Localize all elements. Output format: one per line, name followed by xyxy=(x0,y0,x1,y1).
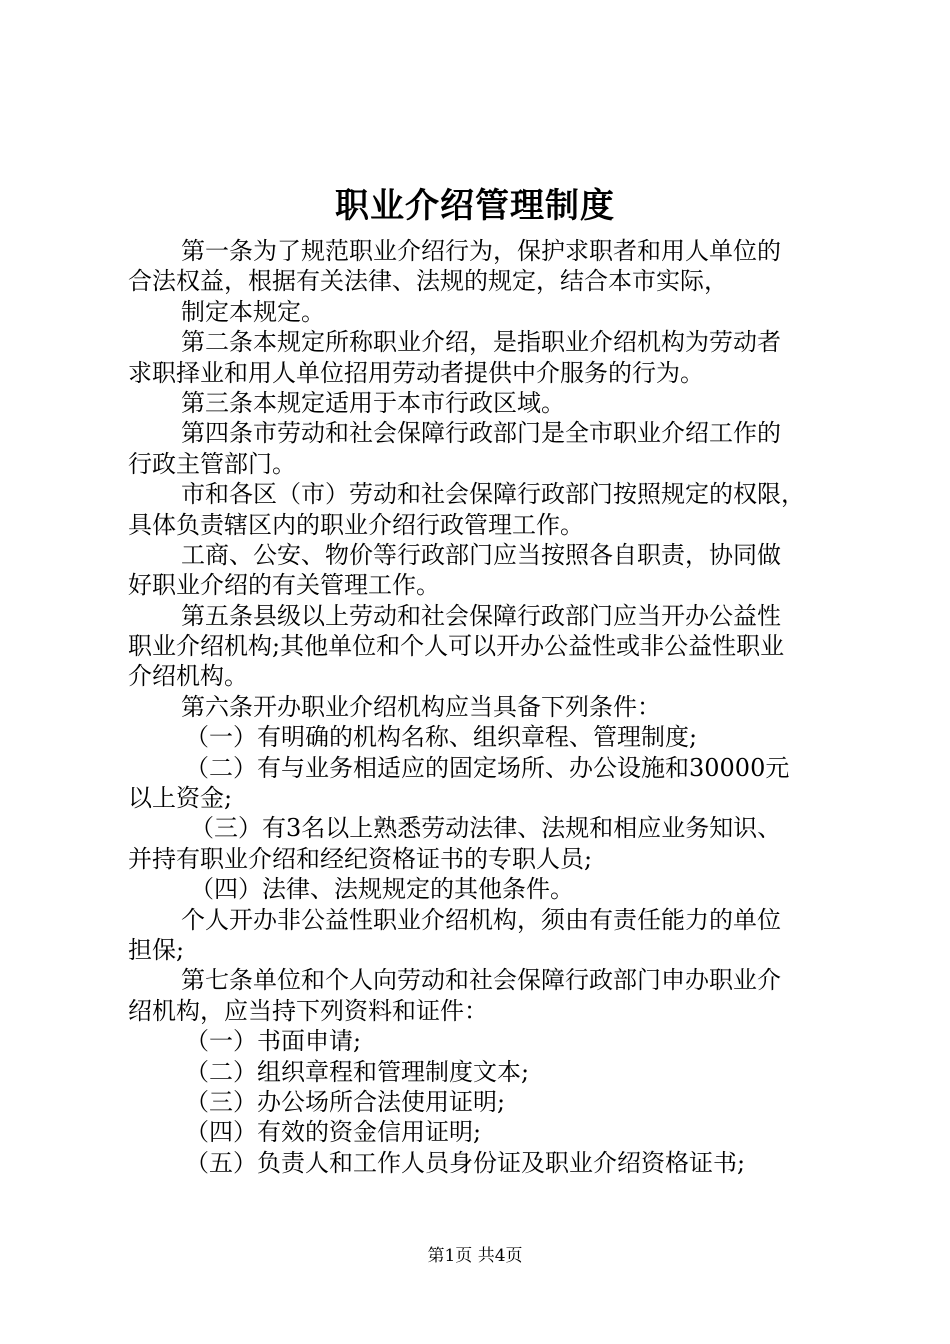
text-line: 求职择业和用人单位招用劳动者提供中介服务的行为。 xyxy=(128,358,704,387)
text-line: 合法权益，根据有关法律、法规的规定，结合本市实际， xyxy=(128,267,728,296)
text-line: （二）组织章程和管理制度文本; xyxy=(185,1057,530,1086)
text-line: 以上资金; xyxy=(128,784,233,813)
text-line: （四）有效的资金信用证明; xyxy=(185,1118,482,1147)
document-title: 职业介绍管理制度 xyxy=(335,186,615,226)
text-line: 第四条市劳动和社会保障行政部门是全市职业介绍工作的 xyxy=(181,419,781,448)
text-line: 具体负责辖区内的职业介绍行政管理工作。 xyxy=(128,510,584,539)
text-line: 并持有职业介绍和经纪资格证书的专职人员; xyxy=(128,844,593,873)
text-line: 制定本规定。 xyxy=(181,297,325,326)
page-number: 第1页 共4页 xyxy=(427,1246,523,1266)
text-line: （四）法律、法规规定的其他条件。 xyxy=(190,875,574,904)
text-line: （三）办公场所合法使用证明; xyxy=(185,1087,506,1116)
text-line: 担保; xyxy=(128,935,185,964)
text-line: 第三条本规定适用于本市行政区域。 xyxy=(181,388,565,417)
text-line: 第二条本规定所称职业介绍，是指职业介绍机构为劳动者 xyxy=(181,328,781,357)
text-line: 好职业介绍的有关管理工作。 xyxy=(128,571,440,600)
text-line: 第五条县级以上劳动和社会保障行政部门应当开办公益性 xyxy=(181,601,781,630)
document-body xyxy=(128,236,833,1178)
text-line: 第一条为了规范职业介绍行为，保护求职者和用人单位的 xyxy=(181,237,781,265)
text-line: （一）有明确的机构名称、组织章程、管理制度; xyxy=(185,723,698,752)
text-line: 工商、公安、物价等行政部门应当按照各自职责，协同做 xyxy=(181,540,781,569)
text-line: 职业介绍机构;其他单位和个人可以开办公益性或非公益性职业 xyxy=(128,632,785,661)
text-line: （三）有3名以上熟悉劳动法律、法规和相应业务知识、 xyxy=(190,814,782,843)
text-line: 绍机构，应当持下列资料和证件： xyxy=(128,996,488,1025)
text-line: （一）书面申请; xyxy=(185,1027,362,1056)
text-line: 个人开办非公益性职业介绍机构，须由有责任能力的单位 xyxy=(181,905,781,934)
text-line: 行政主管部门。 xyxy=(128,449,296,478)
text-line: 第六条开办职业介绍机构应当具备下列条件： xyxy=(181,692,661,721)
text-line: 市和各区（市）劳动和社会保障行政部门按照规定的权限， xyxy=(181,480,805,509)
text-line: 介绍机构。 xyxy=(128,662,248,691)
text-line: （二）有与业务相适应的固定场所、办公设施和30000元 xyxy=(185,753,790,782)
text-line: 第七条单位和个人向劳动和社会保障行政部门申办职业介 xyxy=(181,966,781,995)
text-line: （五）负责人和工作人员身份证及职业介绍资格证书; xyxy=(185,1148,746,1177)
